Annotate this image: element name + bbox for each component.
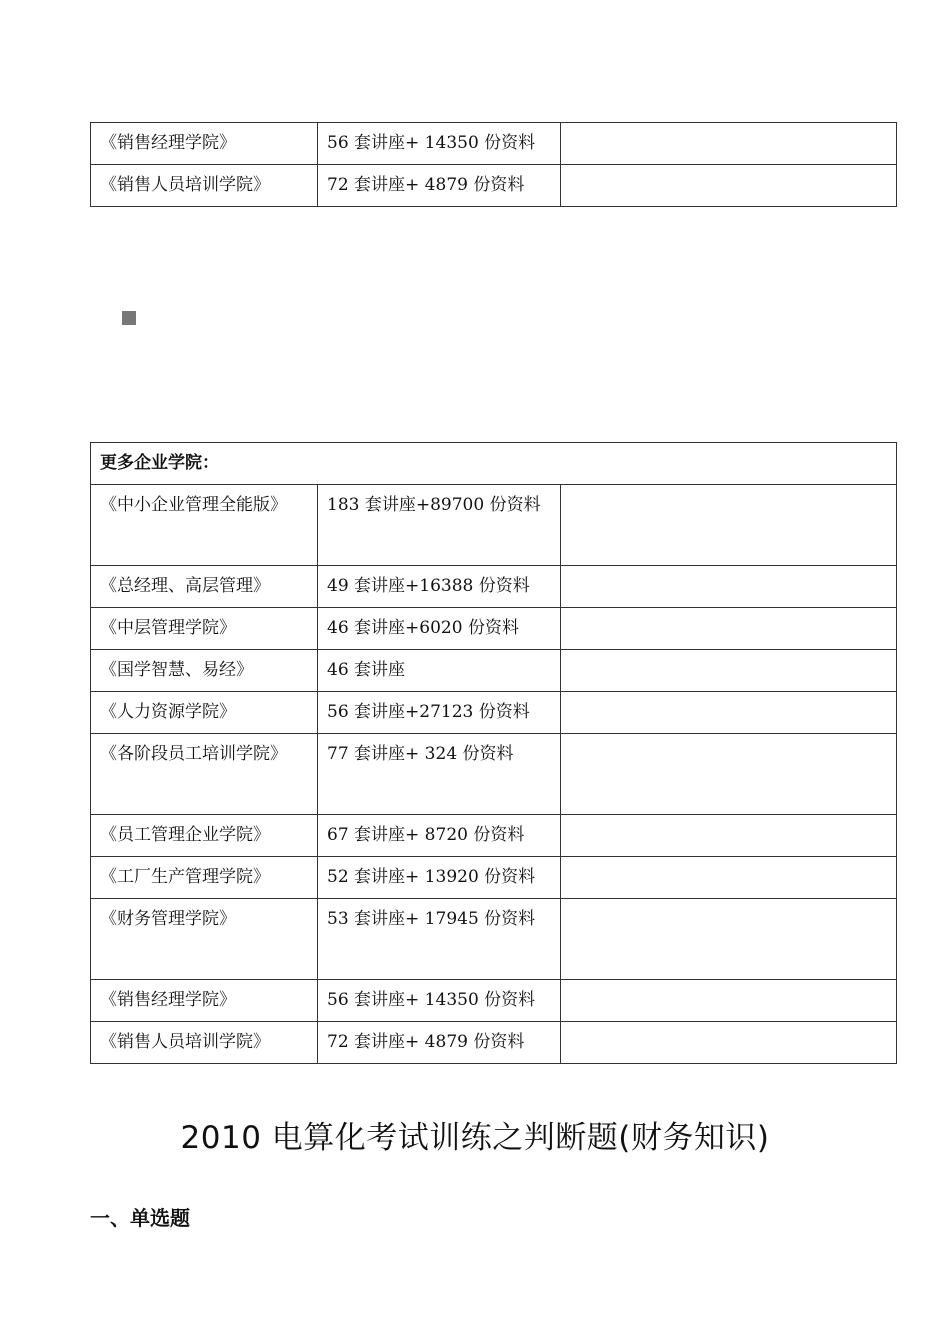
course-name: 《销售人员培训学院》 — [91, 165, 318, 207]
course-name: 《各阶段员工培训学院》 — [91, 734, 318, 815]
course-content: 67 套讲座+ 8720 份资料 — [318, 815, 561, 857]
course-extra — [561, 899, 897, 980]
course-extra — [561, 734, 897, 815]
course-name: 《工厂生产管理学院》 — [91, 857, 318, 899]
document-title: 2010 电算化考试训练之判断题(财务知识) — [180, 1120, 770, 1156]
table-row — [91, 692, 897, 734]
course-extra — [561, 566, 897, 608]
course-name: 《中层管理学院》 — [91, 608, 318, 650]
course-extra — [561, 608, 897, 650]
course-content: 52 套讲座+ 13920 份资料 — [318, 857, 561, 899]
table-row — [91, 566, 897, 608]
table-row — [91, 815, 897, 857]
course-extra — [561, 650, 897, 692]
course-extra — [561, 123, 897, 165]
course-content: 46 套讲座 — [318, 650, 561, 692]
course-content: 56 套讲座+27123 份资料 — [318, 692, 561, 734]
course-content: 46 套讲座+6020 份资料 — [318, 608, 561, 650]
course-name: 《销售经理学院》 — [91, 980, 318, 1022]
table-row — [91, 123, 897, 165]
course-name: 《销售人员培训学院》 — [91, 1022, 318, 1064]
course-content: 183 套讲座+89700 份资料 — [318, 485, 561, 566]
course-content: 56 套讲座+ 14350 份资料 — [318, 123, 561, 165]
course-name: 《财务管理学院》 — [91, 899, 318, 980]
placeholder-square-icon — [122, 311, 136, 325]
course-content: 49 套讲座+16388 份资料 — [318, 566, 561, 608]
course-name: 《国学智慧、易经》 — [91, 650, 318, 692]
course-extra — [561, 980, 897, 1022]
course-content: 53 套讲座+ 17945 份资料 — [318, 899, 561, 980]
table-row — [91, 165, 897, 207]
course-content: 72 套讲座+ 4879 份资料 — [318, 165, 561, 207]
course-content: 72 套讲座+ 4879 份资料 — [318, 1022, 561, 1064]
course-name: 《人力资源学院》 — [91, 692, 318, 734]
course-name: 《员工管理企业学院》 — [91, 815, 318, 857]
section-heading: 一、单选题 — [90, 1206, 190, 1230]
table-row — [91, 650, 897, 692]
table-header: 更多企业学院： — [91, 443, 897, 485]
top-course-table — [90, 122, 897, 207]
course-extra — [561, 815, 897, 857]
course-name: 《中小企业管理全能版》 — [91, 485, 318, 566]
course-content: 77 套讲座+ 324 份资料 — [318, 734, 561, 815]
course-name: 《销售经理学院》 — [91, 123, 318, 165]
table-row — [91, 608, 897, 650]
table-row — [91, 899, 897, 980]
table-row — [91, 980, 897, 1022]
course-name: 《总经理、高层管理》 — [91, 566, 318, 608]
table-row — [91, 485, 897, 566]
course-extra — [561, 165, 897, 207]
course-extra — [561, 857, 897, 899]
table-row — [91, 857, 897, 899]
table-row — [91, 1022, 897, 1064]
table-row — [91, 734, 897, 815]
course-extra — [561, 485, 897, 566]
course-extra — [561, 692, 897, 734]
course-content: 56 套讲座+ 14350 份资料 — [318, 980, 561, 1022]
more-academies-table — [90, 442, 897, 1064]
table-header-row — [91, 443, 897, 485]
course-extra — [561, 1022, 897, 1064]
